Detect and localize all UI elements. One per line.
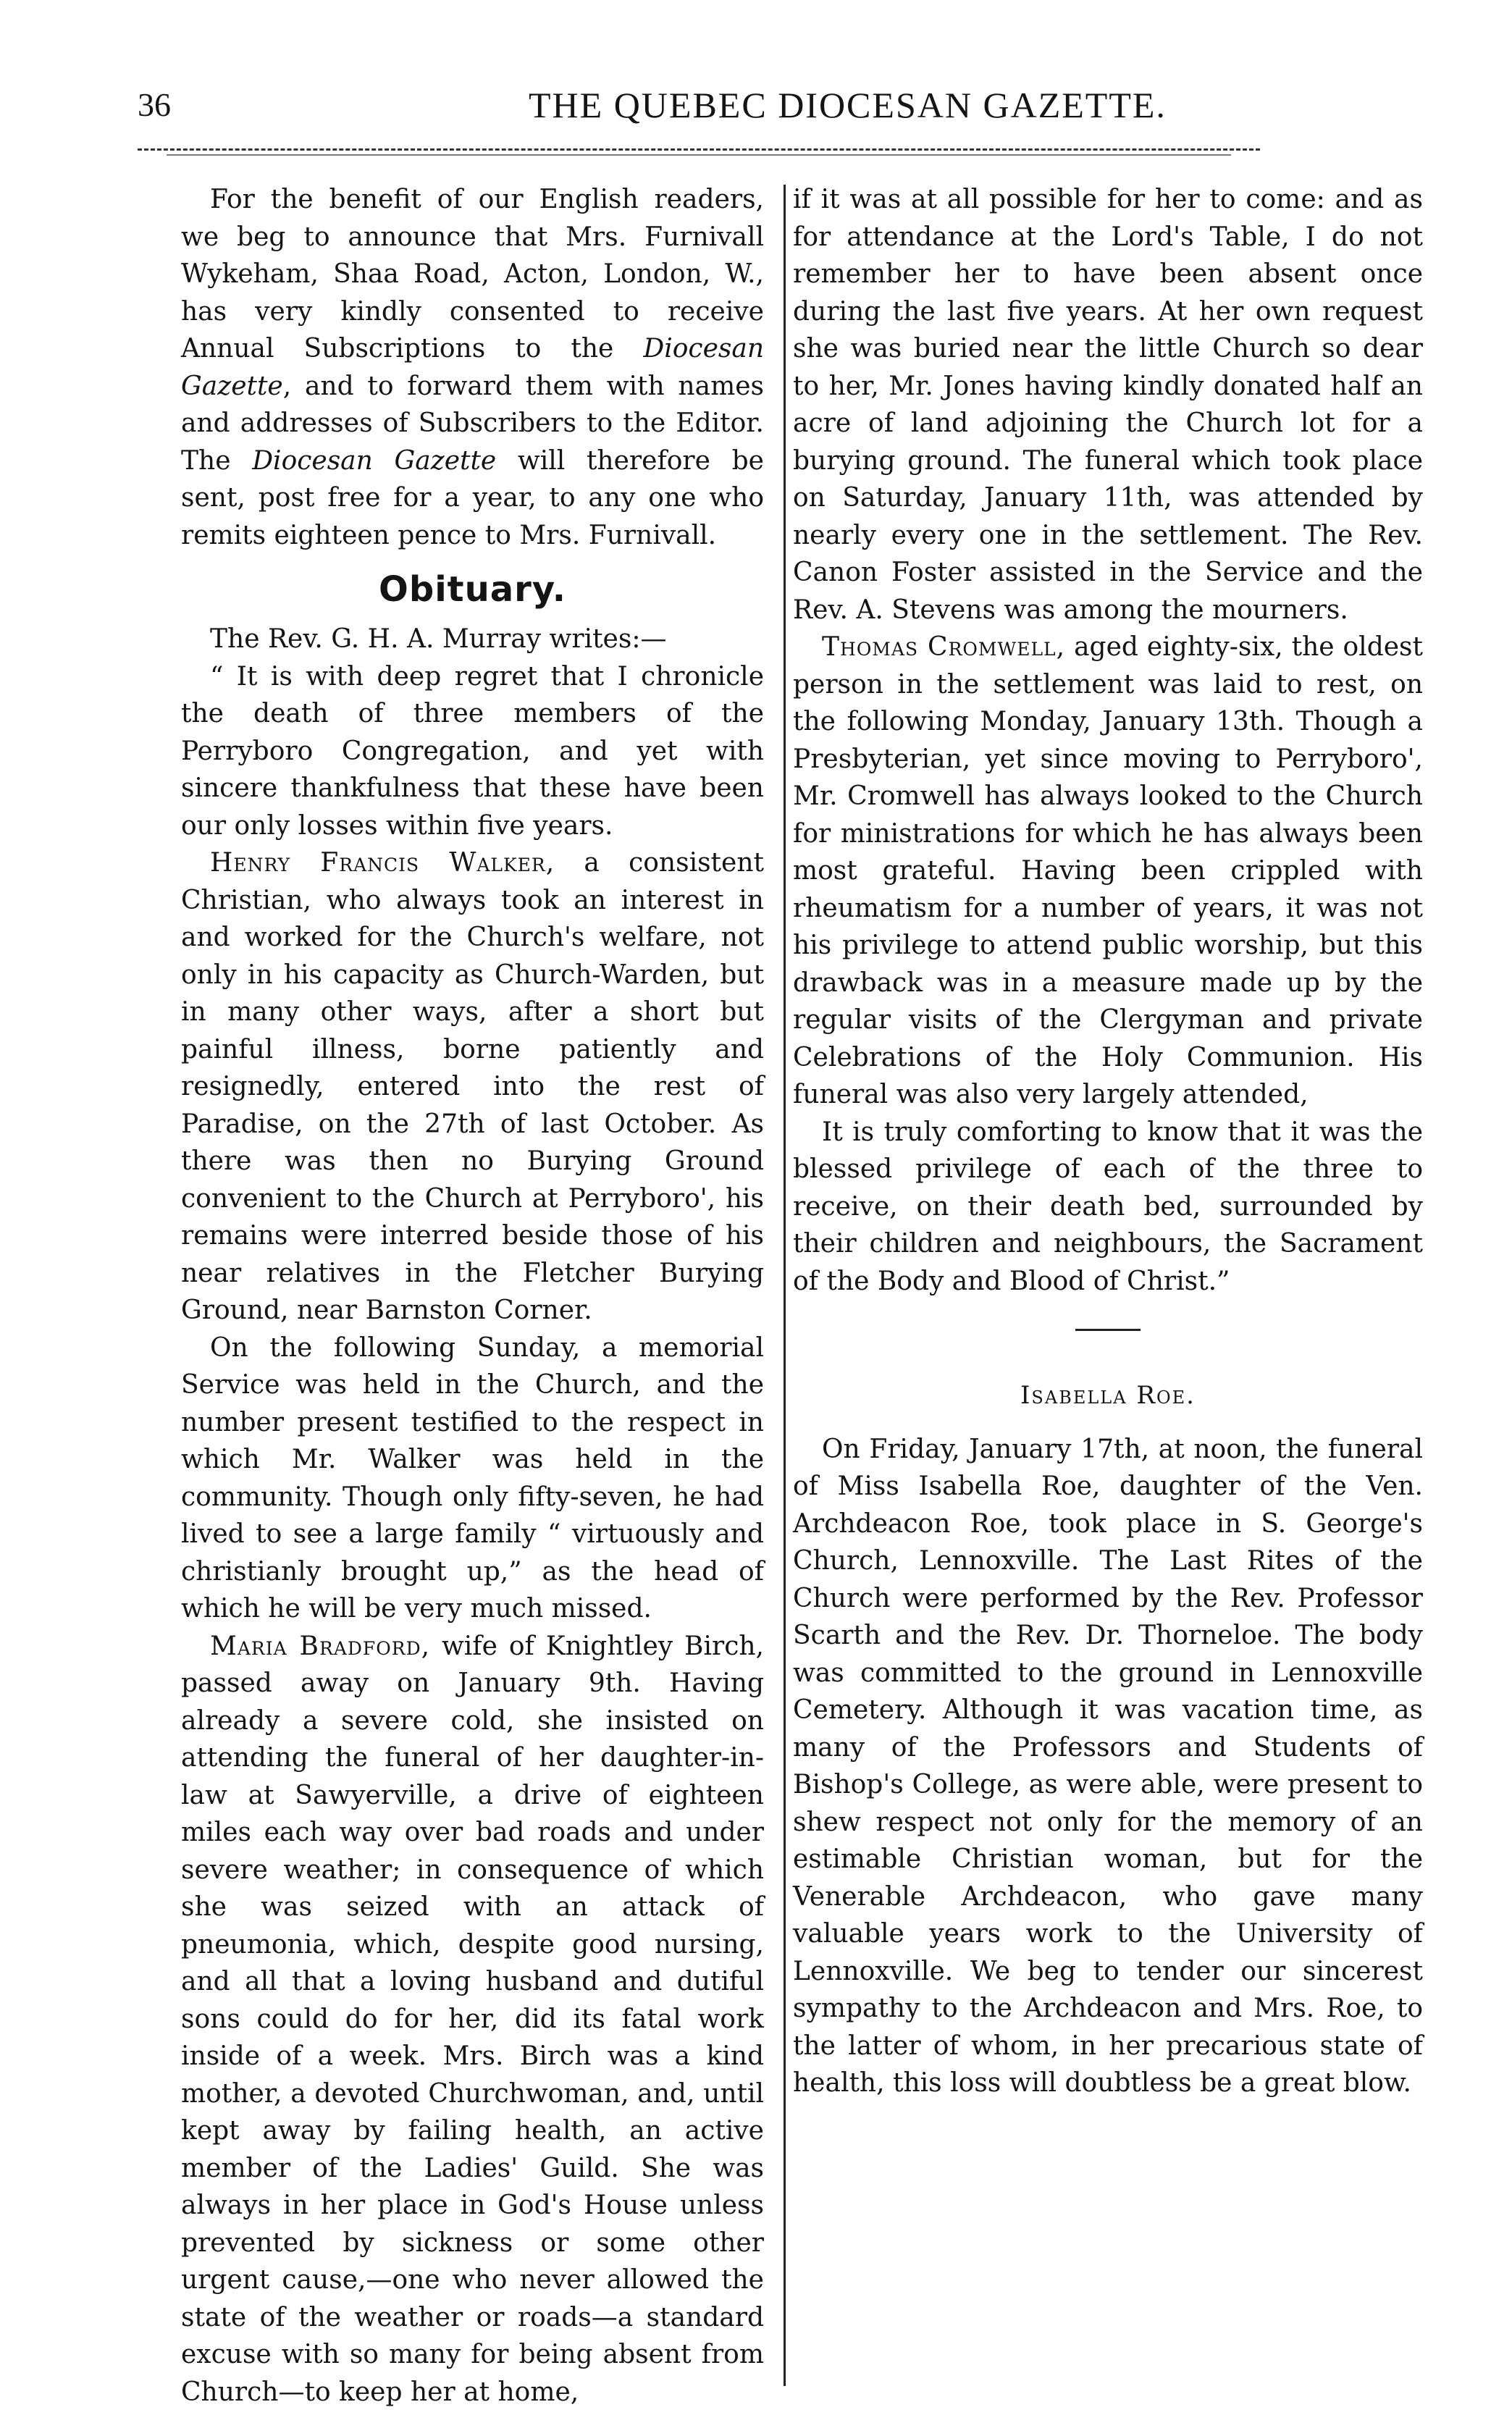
header-rule-secondary: [167, 154, 1231, 156]
header-rule: [138, 148, 1260, 151]
birch-name: Maria Bradford,: [210, 1631, 431, 1661]
running-title: THE QUEBEC DIOCESAN GAZETTE.: [529, 85, 1167, 125]
roe-heading: Isabella Roe.: [1020, 1381, 1196, 1410]
walker-paragraph: [181, 844, 764, 1330]
closing-paragraph: It is truly comforting to know that it was the blessed privilege of each of the three to receive, on their death bed, surrounded by their children and neighbours, the Sacrament of the Body and Blood of Christ.”: [793, 1117, 1423, 1296]
notice-text-b: , and to forward them with names and addresses of Subscribers to the Editor. The: [181, 371, 764, 476]
obituary-heading: Obituary.: [379, 569, 566, 610]
cromwell-text: aged eighty-six, the oldest person in the settlement was laid to rest, on the following Monday, January 13th. Though a Presbyterian, yet since moving to Perryboro', Mr. Cromwell has always looked to the Church for ministrations for which he has always been most grateful. Having been crippled with rheumatism for a number of years, it was not his privilege to attend public worship, but this drawback was in a measure made up by the regular visits of the Clergyman and private Celebrations of the Holy Communion. His funeral was also very largely attended,: [793, 632, 1423, 1109]
section-rule: [1075, 1329, 1141, 1331]
walker-name: Henry Francis Walker,: [210, 848, 555, 878]
roe-paragraph: On Friday, January 17th, at noon, the funeral of Miss Isabella Roe, daughter of the Ven. Archdeacon Roe, took place in S. George's Church, Lennoxville. The Last Rites of the Church were performed by the Rev. Professor Scarth and the Rev. Dr. Thorneloe. The body was committed to the ground in Lennoxville Cemetery. Although it was vacation time, as many of the Professors and Students of Bishop's College, as were able, were present to shew respect not only for the memory of an estimable Christian woman, but for the Venerable Archdeacon, who gave many valuable years work to the University of Lennoxville. We beg to tender our sincerest sympathy to the Archdeacon and Mrs. Roe, to the latter of whom, in her precarious state of health, this loss will doubtless be a great blow.: [793, 1434, 1423, 2098]
notice-paragraph: [181, 181, 764, 554]
cromwell-name: Thomas Cromwell,: [822, 632, 1066, 662]
birch-paragraph: [181, 1628, 764, 2411]
notice-gazette-title-b: Diocesan Gazette: [252, 445, 497, 476]
obituary-intro: The Rev. G. H. A. Murray writes:—: [210, 624, 667, 654]
birch-text-left: wife of Knightley Birch, passed away on January 9th. Having already a severe cold, she insisted on attending the funeral of her daughter-in-law at Sawyerville, a drive of eighteen miles each way over bad roads and under severe weather; in consequence of which she was seized with an attack of pneumonia, which, despite good nursing, and all that a loving husband and dutiful sons could do for her, did its fatal work inside of a week. Mrs. Birch was a kind mother, a devoted Churchwoman, and, until kept away by failing health, an active member of the Ladies' Guild. She was always in her place in God's House unless prevented by sickness or some other urgent cause,—one who never allowed the state of the weather or roads—a standard excuse with so many for being absent from Church—to keep her at home,: [181, 1631, 765, 2407]
column-divider: [784, 185, 786, 2386]
walker-text: a consistent Christian, who always took an interest in and worked for the Church's welfare, not only in his capacity as Church-Warden, but in many other ways, after a short but painful illness, borne patiently and resignedly, entered into the rest of Paradise, on the 27th of last October. As there was then no Burying Ground convenient to the Church at Perryboro', his remains were interred beside those of his near relatives in the Fletcher Burying Ground, near Barnston Corner.: [181, 848, 764, 1325]
page-header: [109, 80, 1405, 138]
right-column: [793, 181, 1423, 2102]
cromwell-paragraph: [793, 629, 1423, 1114]
left-column: [181, 181, 764, 2411]
page-number: 36: [138, 86, 171, 123]
obituary-opening: “ It is with deep regret that I chronicle the death of three members of the Perryboro Congregation, and yet with sincere thankfulness that these have been our only losses within five years.: [181, 661, 764, 841]
memorial-paragraph: On the following Sunday, a memorial Service was held in the Church, and the number present testified to the respect in which Mr. Walker was held in the community. Though only fifty-seven, he had lived to see a large family “ virtuously and christianly brought up,” as the head of which he will be very much missed.: [181, 1332, 764, 1624]
notice-gazette-title-a: Diocesan Gazette: [181, 334, 764, 401]
notice-text-a: For the benefit of our English readers, we beg to announce that Mrs. Furnivall Wykeham, Shaa Road, Acton, London, W., has very kindly consented to receive Annual Subscriptions to the: [181, 185, 764, 364]
birch-continuation: if it was at all possible for her to come: and as for attendance at the Lord's Table, I do not remember her to have been absent once during the last five years. At her own request she was buried near the little Church so dear to her, Mr. Jones having kindly donated half an acre of land adjoining the Church lot for a burying ground. The funeral which took place on Saturday, January 11th, was attended by nearly every one in the settlement. The Rev. Canon Foster assisted in the Service and the Rev. A. Stevens was among the mourners.: [793, 185, 1423, 625]
notice-text-c: will therefore be sent, post free for a year, to any one who remits eighteen pence to Mrs. Furnivall.: [181, 445, 764, 550]
